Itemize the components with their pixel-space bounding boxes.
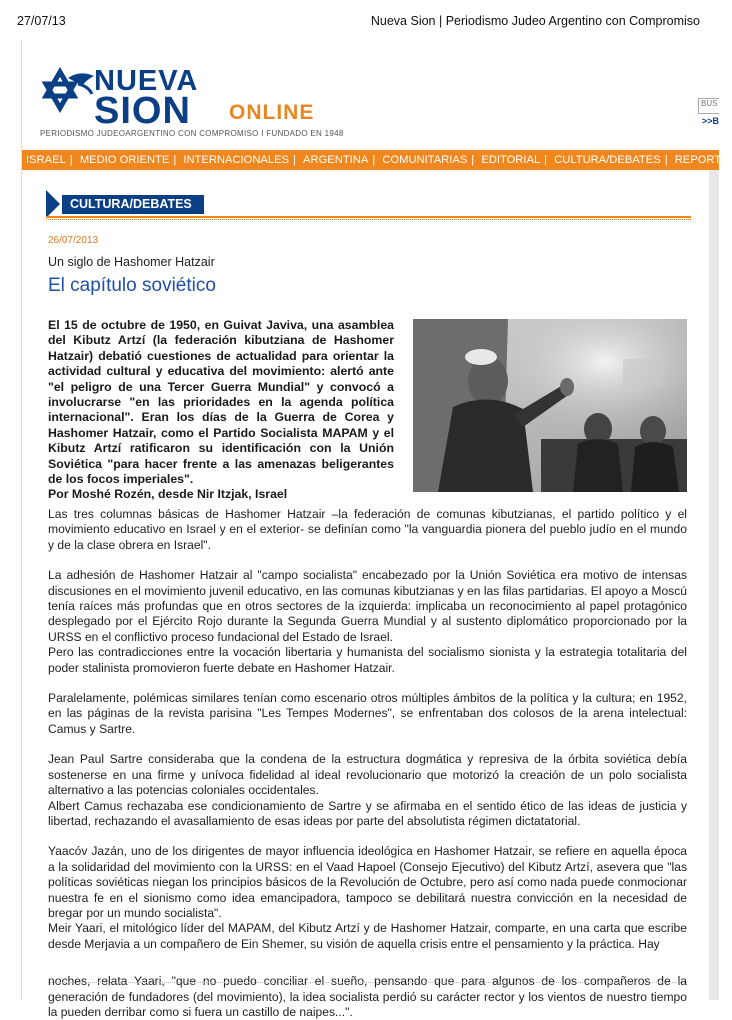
section-header: [46, 190, 691, 220]
nav-item-reportajes[interactable]: REPORTA: [674, 154, 728, 166]
nav-item-medio-oriente[interactable]: MEDIO ORIENTE: [79, 154, 170, 166]
nav-item-israel[interactable]: ISRAEL: [26, 154, 66, 166]
article-body: [48, 507, 687, 1020]
print-page-title: Nueva Sion | Periodismo Judeo Argentino con Compromiso: [370, 14, 700, 28]
article-paragraph: Las tres columnas básicas de Hashomer Hatzair –la federación de comunas kibutzianas, el partido político y el movimiento educativo en Israel y en el exterior- se definían como "la vanguardia pionera del pueblo judío en el mundo y de la clase obrera en Israel".: [48, 507, 687, 552]
nav-separator: |: [664, 154, 668, 166]
section-rule-dotted: [46, 219, 691, 220]
nav-item-comunitarias[interactable]: COMUNITARIAS: [382, 154, 468, 166]
site-logo[interactable]: [38, 65, 368, 143]
article-date: 26/07/2013: [48, 235, 99, 246]
article-paragraph: Jean Paul Sartre consideraba que la condena de la estructura dogmática y represiva de la órbita soviética debía sostenerse en una firme y unívoca fidelidad al ideal revolucionario que motorizó la creación de un polo socialista alternativo a las potencias coloniales occidentales.: [48, 752, 687, 798]
logo-tagline: PERIODISMO JUDEOARGENTINO CON COMPROMISO I FUNDADO EN 1948: [40, 129, 344, 138]
nav-separator: |: [372, 154, 376, 166]
nav-separator: |: [69, 154, 73, 166]
main-nav: [22, 150, 728, 170]
nav-separator: |: [471, 154, 475, 166]
section-label[interactable]: CULTURA/DEBATES: [62, 195, 204, 214]
nav-item-argentina[interactable]: ARGENTINA: [303, 154, 369, 166]
logo-nueva-text: NUEVA: [94, 65, 199, 97]
article-paragraph: Paralelamente, polémicas similares tenían como escenario otros múltiples ámbitos de la política y la cultura; en 1952, en las páginas de la revista parisina "Les Tempes Modernes", se enfrentaban dos colosos de la arena intelectual: Camus y Sartre.: [48, 691, 687, 736]
nav-separator: |: [293, 154, 296, 166]
article-lead: [48, 318, 394, 503]
nav-separator: |: [544, 154, 548, 166]
article-photo-image: [413, 319, 687, 492]
article-paragraph: Meir Yaari, el mitológico líder del MAPAM, del Kibutz Artzí y de Hashomer Hatzair, comparte, en una carta que escribe desde Merjavia a un compañero de Ein Shemer, su visión de aquella crisis entre el pensamiento y la práctica. Hay: [48, 921, 687, 951]
article-paragraph: Pero las contradicciones entre la vocación libertaria y humanista del socialismo sionista y la estrategia totalitaria del poder stalinista promovieron fuerte debate en Hashomer Hatzair.: [48, 645, 687, 675]
star-of-david-dove-icon: [38, 68, 98, 118]
logo-online-text: ONLINE: [229, 101, 315, 124]
section-rule: [46, 216, 691, 218]
article-lead-text: El 15 de octubre de 1950, en Guivat Javiva, una asamblea del Kibutz Artzí (la federación kibutziana de Hashomer Hatzair) debatió cuestiones de actualidad para orientar la actividad cultural y educativa del movimiento: alertó ante "el peligro de una Tercer Guerra Mundial" y convocó a involucrarse "en las prioridades en la agenda política internacional". Eran los días de la Guerra de Corea y Hashomer Hatzair, como el Partido Socialista MAPAM y el Kibutz Artzí ratificaron su identificación con la Unión Soviética "para hacer frente a las amenazas beligerantes de los focos imperiales".: [48, 318, 394, 487]
article-kicker: Un siglo de Hashomer Hatzair: [48, 255, 215, 269]
article-photo: [413, 319, 687, 492]
article-paragraph: noches, relata Yaari, "que no puedo conciliar el sueño, pensando que para algunos de los compañeros de la generación de fundadores (del movimiento), la idea socialista perdió su carácter rector y los vientos de nuestro tiempo la pueden derribar como si fuera un castillo de naipes...".: [48, 974, 687, 1019]
search-input[interactable]: BUS: [698, 98, 719, 114]
search-link[interactable]: >>B: [701, 116, 719, 126]
article-headline: El capítulo soviético: [48, 275, 216, 296]
right-sidebar-edge: [709, 170, 719, 1000]
page: [21, 40, 728, 1019]
nav-item-internacionales[interactable]: INTERNACIONALES: [183, 154, 290, 166]
print-header: [17, 14, 700, 34]
nav-separator: |: [173, 154, 177, 166]
section-arrow-icon: [46, 190, 60, 218]
nav-item-editorial[interactable]: EDITORIAL: [481, 154, 541, 166]
article-byline: Por Moshé Rozén, desde Nir Itzjak, Israel: [48, 487, 288, 502]
logo-sion-text: SION: [94, 90, 191, 132]
article-paragraph: Albert Camus rechazaba ese condicionamiento de Sartre y se afirmaba en el sentido ético de las ideas de justicia y libertad, rechazando el avasallamiento de esas ideas por parte del absolutista régimen dictatatorial.: [48, 798, 687, 828]
print-date: 27/07/13: [17, 14, 66, 28]
nav-item-cultura-debates[interactable]: CULTURA/DEBATES: [554, 154, 661, 166]
article-paragraph: Yaacóv Jazán, uno de los dirigentes de mayor influencia ideológica en Hashomer Hatzair, se refiere en aquella época a la solidaridad del movimiento con la URSS: en el Vaad Hapoel (Consejo Ejecutivo) del Kibutz Artzí, asevera que "las políticas soviéticas niegan los principios básicos de la Revolución de Octubre, pero así como nada puede conmocionar nuestra fe en el sionismo como idea emancipadora, tampoco se debilitará nuestra convicción en la necesidad de bregar por un mundo socialista".: [48, 844, 687, 920]
article-paragraph: La adhesión de Hashomer Hatzair al "campo socialista" encabezado por la Unión Soviética era motivo de intensas discusiones en el movimiento juvenil educativo, en las comunas kibutzianas y en las filas partidarias. El apoyo a Moscú tenía raíces más profundas que en otros sectores de la izquierda: implicaba un reconocimiento al papel protagónico desplegado por el Ejército Rojo durante la Segunda Guerra Mundial y al sustento diplomático proporcionado por la URSS en el conflictivo proceso fundacional del Estado de Israel.: [48, 568, 687, 644]
bottom-divider: [48, 982, 687, 983]
